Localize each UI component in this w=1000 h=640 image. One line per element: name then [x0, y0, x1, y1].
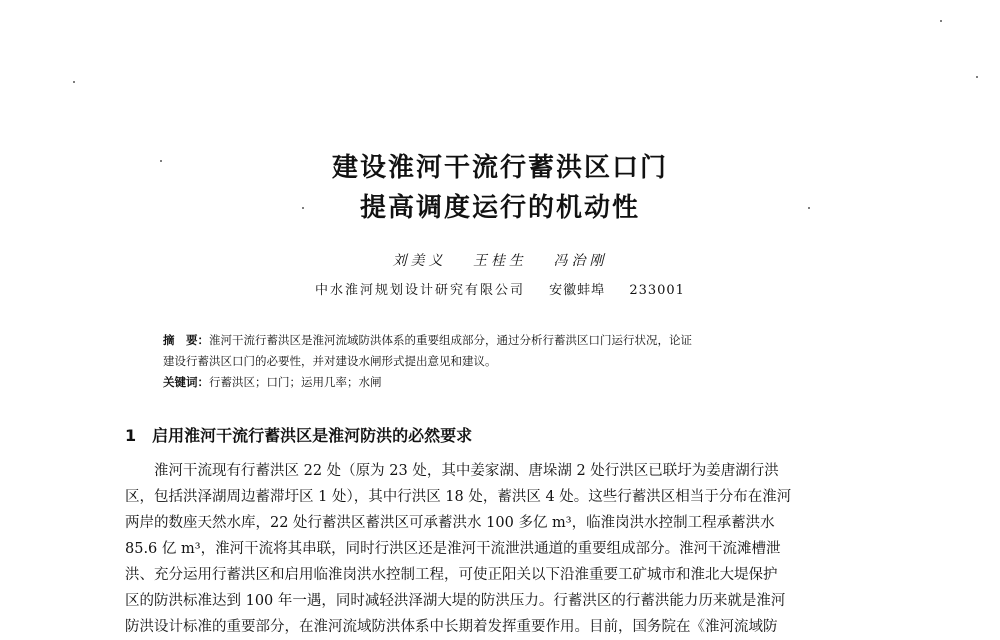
author-list — [0, 250, 1000, 270]
section-number: 1 — [125, 426, 137, 445]
abstract-line: 建设行蓄洪区口门的必要性，并对建设水闸形式提出意见和建议。 — [163, 354, 497, 368]
section-title: 启用淮河干流行蓄洪区是淮河防洪的必然要求 — [152, 426, 473, 445]
abstract-text: 淮河干流行蓄洪区是淮河流域防洪体系的重要组成部分，通过分析行蓄洪区口门运行状况，论证 — [209, 333, 692, 347]
abstract-line — [163, 330, 883, 351]
affiliation-postcode: 233001 — [629, 283, 685, 298]
affiliation-org: 中水淮河规划设计研究有限公司 — [315, 283, 526, 298]
author-name: 冯治刚 — [553, 253, 608, 269]
paper-title-line-1: 建设淮河干流行蓄洪区口门 — [331, 153, 668, 183]
body-line: 洪、充分运用行蓄洪区和启用临淮岗洪水控制工程，可使正阳关以下沿淮重要工矿城市和淮北大堤保护 — [125, 567, 778, 583]
abstract-block — [163, 330, 883, 393]
body-line: 区，包括洪泽湖周边蓄滞圩区 1 处），其中行洪区 18 处，蓄洪区 4 处。这些行蓄洪区相当于分布在淮河 — [125, 489, 792, 505]
author-name: 王桂生 — [473, 253, 527, 269]
affiliation — [0, 279, 1000, 298]
keywords-label: 关键词： — [163, 375, 209, 389]
body-line: 区的防洪标准达到 100 年一遇，同时减轻洪泽湖大堤的防洪压力。行蓄洪区的行蓄洪能力历来就是淮河 — [125, 593, 786, 609]
abstract-label: 摘 要： — [163, 333, 209, 347]
keywords-text: 行蓄洪区；口门；运用几率；水闸 — [209, 375, 382, 389]
keywords-line — [163, 372, 883, 393]
body-line: 淮河干流现有行蓄洪区 22 处（原为 23 处，其中姜家湖、唐垛湖 2 处行洪区已联圩为姜唐湖行洪 — [125, 463, 779, 479]
author-name: 刘美义 — [392, 253, 447, 269]
body-line: 防洪设计标准的重要部分，在淮河流域防洪体系中长期着发挥重要作用。目前，国务院在《淮河流域防 — [125, 619, 778, 635]
body-line: 两岸的数座天然水库，22 处行蓄洪区蓄洪区可承蓄洪水 100 多亿 m³，临淮岗洪水控制工程承蓄洪水 — [125, 515, 775, 531]
body-paragraph — [125, 458, 915, 640]
affiliation-place: 安徽蚌埠 — [549, 283, 606, 298]
section-heading — [125, 423, 472, 446]
paper-title-line-2: 提高调度运行的机动性 — [359, 193, 640, 223]
body-line: 85.6 亿 m³，淮河干流将其串联，同时行洪区还是淮河干流泄洪通道的重要组成部分。淮河干流滩槽泄 — [125, 541, 781, 557]
scan-speck — [73, 81, 75, 83]
scan-speck — [940, 20, 942, 22]
scan-speck — [976, 76, 978, 78]
